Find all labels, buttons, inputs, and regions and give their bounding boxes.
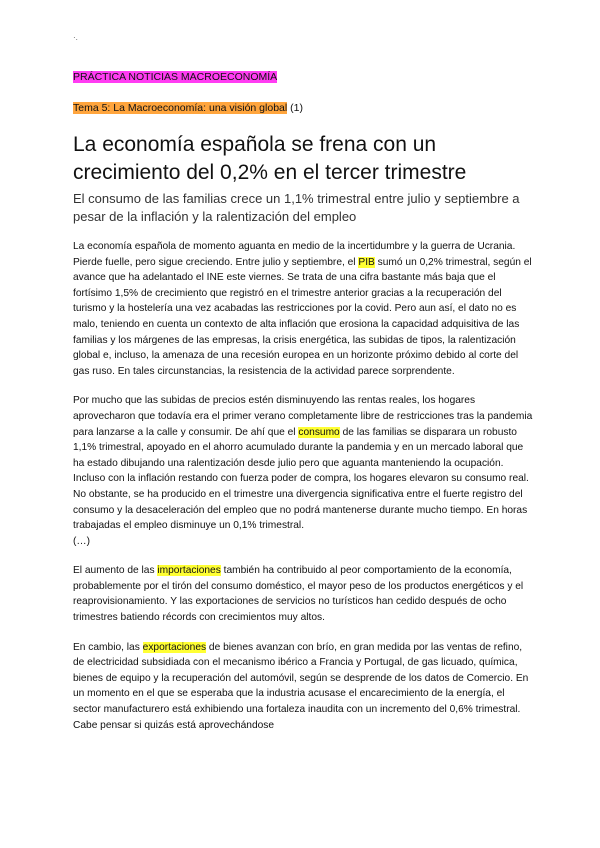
topic-note: (1) [290, 102, 303, 114]
highlight-importaciones: importaciones [157, 565, 221, 577]
ellipsis: (…) [73, 535, 90, 547]
course-header [73, 71, 277, 83]
paragraph-3-text-b: también ha contribuido al peor comportamiento de la economía, probablemente por el tirón del consumo doméstico, el mayor peso de los productos energéticos y el reaprovisionamiento. Y las exportaciones de servicios no turísticos han cedido después de ocho trimestres batiendo récords con crecimientos muy altos. [73, 565, 524, 624]
paragraph-1-text-a: La economía española de momento aguanta en medio de la incertidumbre y la guerra de Ucrania. Pierde fuelle, pero sigue creciendo. Entre julio y septiembre, el [73, 241, 516, 268]
highlight-consumo: consumo [298, 426, 340, 438]
topic-line [73, 102, 303, 114]
paragraph-4-text-a: En cambio, las [73, 641, 143, 653]
paragraph-1-text-b: sumó un 0,2% trimestral, según el avance que ha adelantado el INE este viernes. Se trata de una cifra bastante más baja que el fortísimo 1,5% de crecimiento que registró en el trimestre anterior gracias a la recuperación del turismo y la hostelería una vez acabadas las restricciones por la covid. Pero aun así, el dato no es malo, teniendo en cuenta un contexto de alta inflación que erosiona la capacidad adquisitiva de las familias y los márgenes de las empresas, la crisis energética, las subidas de tipos, la ralentización global e, incluso, la amenaza de una recesión europea en un horizonte próximo debido al corte del gas ruso. En tales circunstancias, la resistencia de la actividad parece sorprendente. [73, 256, 532, 377]
corner-mark: ·. [73, 33, 78, 42]
paragraph-2-text-b: de las familias se disparara un robusto 1,1% trimestral, apoyado en el ahorro acumulado durante la pandemia y en un mercado laboral que ha estado dibujando una ralentización desde julio pero que aguanta manteniendo la ocupación. Incluso con la inflación restando con fuerza poder de compra, los hogares elevaron su consumo real. No obstante, se ha producido en el trimestre una divergencia significativa entre el fuerte registro del consumo y la desaceleración del empleo que no podrá mantenerse durante mucho tiempo. En horas trabajadas el empleo disminuye un 0,1% trimestral. [73, 426, 529, 532]
paragraph-2-text-a: Por mucho que las subidas de precios estén disminuyendo las rentas reales, los hogares aprovecharon que todavía era el primer verano completamente libre de restricciones tras la pandemia para lanzarse a la calle y consumir. De ahí que el [73, 395, 533, 438]
highlight-exportaciones: exportaciones [142, 641, 207, 653]
paragraph-4-text-b: de bienes avanzan con brío, en gran medida por las ventas de refino, de electricidad subsidiada con el mecanismo ibérico a Francia y Portugal, de gas licuado, química, bienes de equipo y la recuperación del automóvil, según se desprende de los datos de Comercio. En un momento en el que se esperaba que la industria acusase el encarecimiento de la energía, el sector manufacturero está exhibiendo una fortaleza inaudita con un incremento del 0,6% trimestral. Cabe pensar si quizás está aprovechándose [73, 641, 529, 731]
paragraph-3 [73, 563, 533, 625]
article-body [73, 239, 533, 747]
paragraph-2 [73, 393, 533, 533]
course-label: PRÁCTICA NOTICIAS MACROECONOMÍA [73, 71, 278, 83]
article-subtitle: El consumo de las familias crece un 1,1% trimestral entre julio y septiembre a pesar de la inflación y la ralentización del empleo [73, 191, 520, 224]
highlight-pib: PIB [358, 256, 375, 268]
paragraph-4 [73, 640, 533, 734]
paragraph-3-text-a: El aumento de las [73, 565, 158, 577]
article-title: La economía española se frena con un crecimiento del 0,2% en el tercer trimestre [73, 133, 467, 184]
topic-label: Tema 5: La Macroeconomía: una visión global [73, 102, 288, 114]
paragraph-1 [73, 239, 533, 379]
